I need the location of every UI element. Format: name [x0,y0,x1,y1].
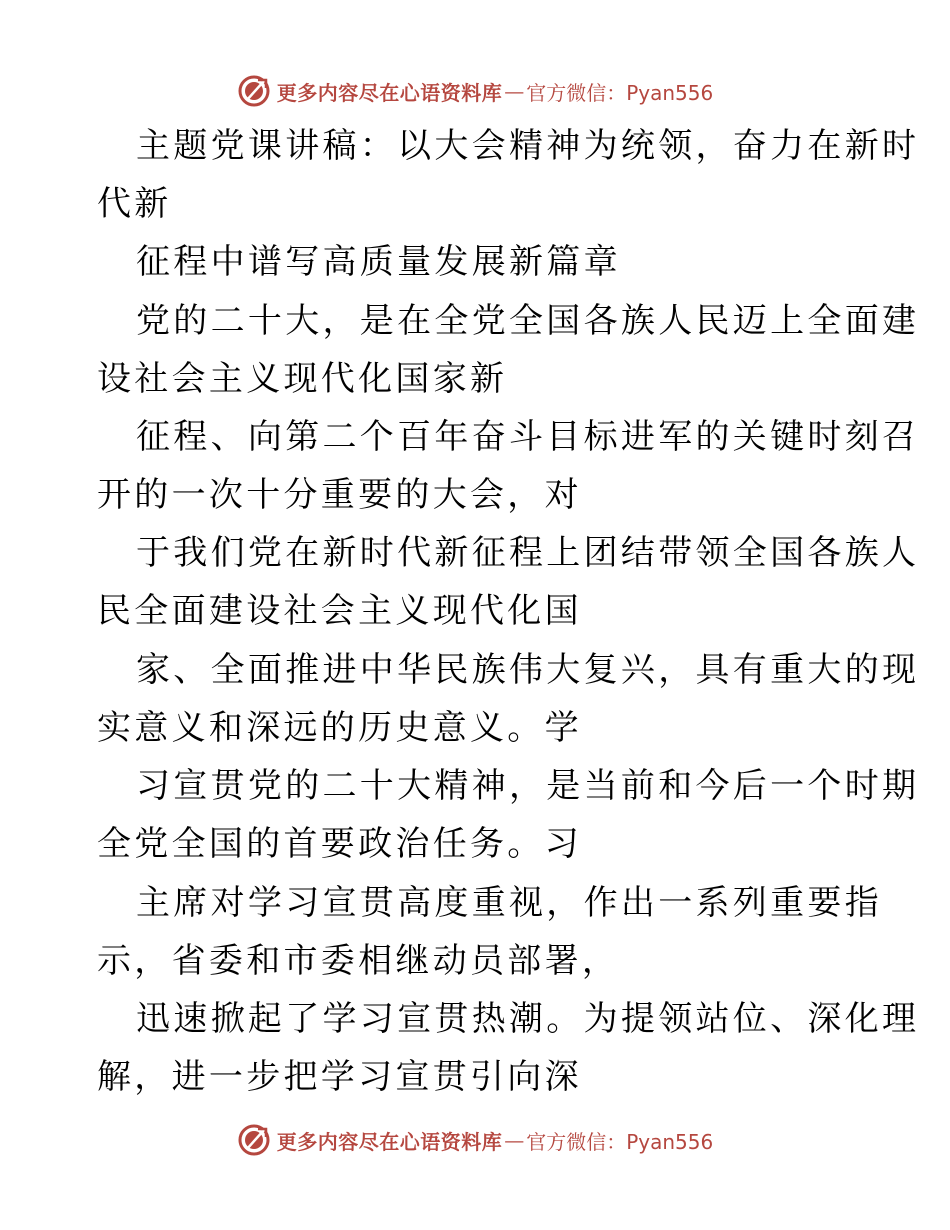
footer-contact: 官方微信：Pyan556 [526,1129,714,1154]
text-line: 设社会主义现代化国家新 [97,359,508,399]
header-brand: 更多内容尽在心语资料库 [276,80,503,105]
text-line: 于我们党在新时代新征程上团结带领全国各族人 [136,533,920,573]
header-separator: — [504,79,525,103]
text-line: 党的二十大，是在全党全国各族人民迈上全面建 [136,301,920,341]
text-line: 民全面建设社会主义现代化国 [97,591,582,631]
text-line: 主题党课讲稿：以大会精神为统领，奋力在新时 [136,126,920,166]
text-line: 主席对学习宣贯高度重视，作出一系列重要指 [136,883,882,923]
text-line: 示，省委和市委相继动员部署， [97,941,620,981]
text-line: 解，进一步把学习宣贯引向深 [97,1057,582,1097]
text-line: 实意义和深远的历史意义。学 [97,708,582,748]
text-line: 迅速掀起了学习宣贯热潮。为提领站位、深化理 [136,999,920,1039]
seal-logo-icon [237,1123,271,1157]
text-line: 开的一次十分重要的大会，对 [97,475,582,515]
text-line: 征程、向第二个百年奋斗目标进军的关键时刻召 [136,417,920,457]
header-banner [0,71,950,111]
text-line: 征程中谱写高质量发展新篇章 [136,242,621,282]
text-line: 习宣贯党的二十大精神，是当前和今后一个时期 [136,766,920,806]
seal-logo-icon [237,74,271,108]
text-line: 全党全国的首要政治任务。习 [97,824,582,864]
footer-brand: 更多内容尽在心语资料库 [276,1129,503,1154]
footer-separator: — [504,1128,525,1152]
footer-banner [0,1120,950,1160]
text-line: 代新 [97,184,172,224]
header-contact: 官方微信：Pyan556 [526,80,714,105]
text-line: 家、全面推进中华民族伟大复兴，具有重大的现 [136,650,920,690]
